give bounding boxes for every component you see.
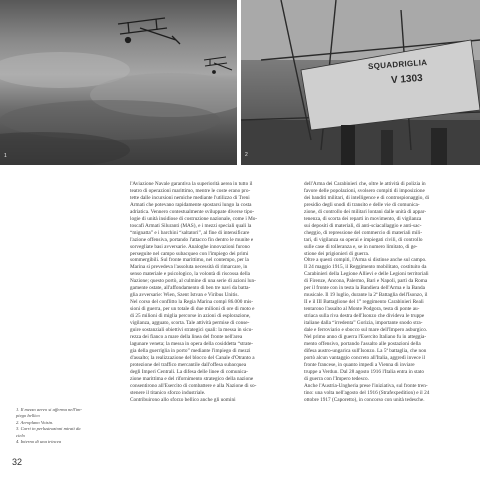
text-line: zione marittima e del rifornimento strategico della nazione	[130, 375, 254, 382]
text-line: fronte francese, in quanto impedì a Vienna di inviare	[304, 361, 415, 368]
biplanes-illustration	[0, 0, 237, 165]
text-line: consentirono all'Esercito di combattere e alla Nazione di so-	[130, 382, 257, 389]
caption-line: 2. Aeroplano Voisin.	[16, 419, 54, 425]
text-line: d'assalto; la realizzazione del blocco del Canale d'Otranto a	[130, 354, 255, 361]
text-line: toscafi Armati Siluranti (MAS), e i mezzi speciali quali la	[130, 222, 252, 229]
text-line: “mignatta” e i barchini “saltatori”, al fine di intensificare	[130, 229, 250, 236]
text-line: Nazione; questo portò, al culmine di una serie di azioni lun-	[130, 278, 256, 285]
text-line: Anche l'Austria-Ungheria prese l'iniziativa, sul fronte tren-	[304, 382, 428, 389]
text-line: dei banditi militari, di intelligence e di controspionaggio, di	[304, 194, 430, 201]
text-line: ottobre 1917 (Caporetto), in concorso con unità tedesche.	[304, 396, 425, 403]
caption-line: piego bellico	[16, 413, 40, 419]
text-line: sommergibili. Sul fronte marittimo, nel contempo, per la	[130, 257, 249, 264]
text-line: Marina si prevedeva l'assoluta necessità di rimarcare, in	[130, 264, 248, 271]
text-line: musicale. Il 19 luglio, durante la 2ª Battaglia dell'Isonzo, il	[304, 292, 428, 299]
text-line: gia della guerriglia in porto” mediante l'impiego di mezzi	[130, 347, 251, 354]
text-line: mento offensivo, portando l'assalto alle postazioni della	[304, 340, 421, 347]
text-line: sulle case di tolleranza e, se in numero limitato, di ge-	[304, 243, 418, 250]
text-line: favore delle popolazioni, svolsero compiti di imposizione	[304, 187, 425, 194]
seaplane-lettering-bottom: V 1303	[390, 72, 424, 87]
text-line: protezione del traffico mercantile dall'offesa subacquea	[130, 361, 247, 368]
biplanes-photo	[0, 0, 237, 165]
text-line: lagunare veneta; la messa in opera della cosiddetta “strate-	[130, 340, 254, 347]
text-line: difesa austro-ungarica sull'Isonzo. La 5ª battaglia, che non	[304, 347, 427, 354]
biplane-small	[204, 57, 232, 73]
text-line: sui depositi di materiali, di anti-sciacallaggio e anti-sac-	[304, 222, 422, 229]
text-line: logie di unità insidiose di costruzione nazionale, come i Mo-	[130, 215, 258, 222]
text-line: senso materiale e psicologico, la volontà di riscossa della	[130, 271, 250, 278]
text-line: sioni di guerra, per un totale di due milioni di ore di moto e	[130, 306, 255, 313]
text-line: perseguite nel campo subacqueo con l'impiego dei primi	[130, 250, 249, 257]
text-line: stione dei prigionieri di guerra.	[304, 250, 370, 257]
caption-line: 1. Il mezzo aereo si afferma nell'im-	[16, 407, 83, 412]
text-line: degli Imperi Centrali. La difesa delle linee di comunica-	[130, 368, 248, 375]
text-line: zione, di controllo dei militari lontani dalle unità di appar-	[304, 208, 427, 215]
text-line: Armati che potevano rapidamente spostarsi lungo la costa	[130, 201, 252, 208]
page-number: 32	[12, 457, 23, 467]
text-line: per il fronte con in testa la Bandiera dell'Arma e la Banda	[304, 285, 425, 292]
biplane-large	[118, 18, 180, 44]
caption-line: 3. Carri in perlustrazioni mirati da	[16, 426, 81, 432]
text-line: portò alcun vantaggio concreto all'Italia, aggredì invece il	[304, 354, 426, 361]
seaplane-photo	[241, 0, 480, 165]
text-line: tenenza, di scorta dei reparti in movimento, di vigilanza	[304, 215, 422, 222]
text-line: di Firenze, Ancona, Palermo, Bari e Napoli, partì da Roma	[304, 278, 428, 285]
text-line: di 25 milioni di miglia percorse in azioni di esplorazione,	[130, 313, 251, 320]
text-line: Il 24 maggio 1915, il Reggimento mobilitato, costituito da	[304, 264, 427, 271]
text-line: cheggio, di repressione del commercio di materiali mili-	[304, 229, 423, 236]
text-line: sorvegliate basi avversarie. Analoghe innovazioni furono	[130, 243, 250, 250]
caption-line: cielo	[16, 432, 25, 438]
text-line: Nel corso del conflitto la Regia Marina compì 86.000 mis-	[130, 299, 254, 306]
text-line: glia avversarie: Wien, Szent Istvan e Viribus Unitis.	[130, 292, 239, 299]
text-line: tino: una volta nell'agosto del 1916 (Strafexpedition) e il 24	[304, 389, 430, 396]
text-line: dell'Arma dei Carabinieri che, oltre le attività di polizia in	[304, 181, 426, 187]
text-line: Oltre a questi compiti, l'Arma si distinse anche sul campo.	[304, 257, 427, 264]
figure-number-right: 2	[245, 152, 248, 158]
text-line: tette dalle incursioni nemiche mediante l'utilizzo di Treni	[130, 194, 250, 201]
caption-line: 4. Interno di una trincea	[16, 439, 62, 445]
text-line: Carabinieri della Legione Allievi e delle Legioni territoriali	[304, 271, 429, 278]
body-column-right	[304, 181, 468, 404]
seaplane-illustration	[241, 0, 480, 165]
text-line: Nel primo anno di guerra l'Esercito Italiano fu in atteggia-	[304, 333, 427, 340]
text-line: guire sostanziali obiettivi strategici quali: la messa in sicu-	[130, 327, 254, 334]
text-line: presidio degli snodi di transito e delle vie di comunica-	[304, 201, 420, 208]
text-line: l'azione offensiva, portando l'attacco fin dentro le munite e	[130, 236, 254, 243]
text-line: italiane dalla “irredenta” Gorizia, importante snodo stra-	[304, 320, 423, 327]
text-line: dale e ferroviario e sbocco sul mare dell'Impero asburgico.	[304, 327, 428, 334]
text-line: vigilanza, agguato, scorta. Tale attività permise di conse-	[130, 320, 250, 327]
text-line: tentarono l'assalto al Monte Podgora, testa di ponte au-	[304, 306, 420, 313]
text-line: truppe a Verdun. Dal 28 agosto 1916 l'Italia entra in stato	[304, 368, 424, 375]
text-line: rezza dei fianco a mare della linea del fronte nell'area	[130, 333, 243, 340]
text-line: II e il III Battaglione del 1° reggimento Carabinieri Reali	[304, 299, 424, 306]
text-line: tari, di vigilanza su operai e impiegati civili, di controllo	[304, 236, 423, 243]
text-line: adriatica. Vennero contestualmente sviluppate diverse tipo-	[130, 208, 255, 215]
seaplane-lettering-top: SQUADRIGLIA	[367, 57, 428, 72]
text-line: di guerra con l'Impero tedesco.	[304, 375, 369, 382]
text-line: striaca sulla riva destra dell'Isonzo che divideva le truppe	[304, 313, 425, 320]
text-line: teatro di operazioni marittimo, mentre le coste erano pro-	[130, 187, 251, 194]
text-line: Contribuirono allo sforzo bellico anche gli uomini	[130, 396, 236, 403]
text-line: stenere il titanico sforzo industriale.	[130, 389, 206, 396]
figure-number-left: 1	[4, 153, 7, 159]
figure-captions	[16, 407, 122, 445]
body-column-left	[130, 181, 294, 404]
text-line: gamente ostate, all'affondamento di ben tre navi da batta-	[130, 285, 251, 292]
text-line: l'Aviazione Navale garantiva la superiorità aerea in tutto il	[130, 181, 253, 187]
